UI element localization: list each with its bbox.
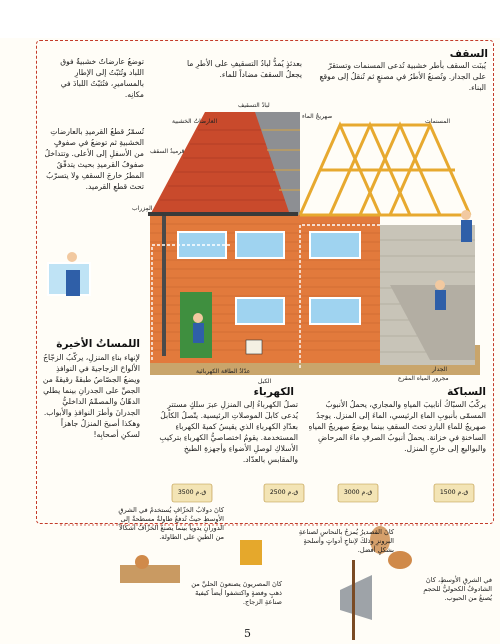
window-5 — [310, 298, 360, 324]
electric-meter — [246, 340, 262, 354]
plumbing-text: يركّبُ السبّاكُ أنابيبَ المياهِ والمجاري، يحملُ الأنبوبُ المسمّى بأنبوبِ الماءِ الرئيسي، الماءَ إلى المنزل. يوجدُ صهريجُ للماءِ الباردِ تحتَ السقفِ بينما يوضعُ صهريجُ المياهِ الساخنةِ في خزانة. يحملُ أنبوبُ الصرفِ ماءَ المرحاضِ والبواليعِ إلى خارجِ المنزل. — [308, 400, 486, 453]
label-felt: لبادُ التسقيف — [238, 102, 270, 109]
downpipe — [162, 216, 166, 356]
roof-heading: السقف — [449, 48, 488, 60]
label-battens: العارضاتُ الخشبية — [172, 118, 218, 125]
finishing-text: لإنهاء بناءِ المنزلِ، يركّبُ الزجّاجُ الألواحَ الزجاجيةَ في النوافذِ ويضعُ الجصّاصُ طبقةً رقيقةً من الجصِّ على الجدرانِ بينما يطلي الدهّانُ والمصمِّمُ الداخليُّ الجدرانَ وأطرَ النوافذِ والأبواب. وهكذا أصبحَ المنزلُ جاهزاً لسكنِ أصحابِه! — [42, 353, 140, 439]
label-meter: عدّادُ الطاقة الكهربائية — [196, 368, 251, 375]
label-cable: الكبل — [258, 378, 272, 385]
timeline-caption-3: كانَ المصريونَ يصنعونَ الحليَّ من ذهبٍ وفضةٍ واكتشفوا أيضاً كيفيةَ صناعةِ الزجاج. — [191, 580, 282, 606]
roof-trusses — [300, 125, 470, 215]
window-4 — [236, 298, 284, 324]
page-number: 5 — [244, 627, 251, 640]
label-tank: صهريجُ الماء — [302, 113, 333, 120]
electric-heading: الكهرباء — [253, 386, 294, 398]
timeline-caption-4: كانَ دولابُ الخزّافِ يُستخدمُ في الشرقِ الأوسطِ حيثُ تُدفعُ طاولةٌ مسطحةٌ إلى الدورانِ يدوياً بينما يصنعُ الخزّافُ أشكالاً من الطينِ على الطاولة. — [118, 506, 224, 541]
date-label-2: 3000 ق.م — [343, 489, 373, 496]
date-label-3: 2500 ق.م — [269, 489, 299, 496]
label-drain: مجرور المياه المقرع — [398, 375, 449, 382]
timeline-caption-2: كانَ القصديرُ يُمزجُ بالنحاسِ لصناعةِ البرونزِ وذلكَ لإنتاجِ أدواتٍ وأسلحةٍ بشكلٍ أفضل. — [298, 528, 394, 554]
electric-text: تصلُ الكهرباءُ إلى المنزلِ عبرَ سلكٍ مستترٍ يُدعى كابلَ الموصلاتِ الرئيسية. يتّصلُ الكابلُ بعدّادِ الكهرباءِ الذي يقيسُ كميةَ الكهرباءِ المستخدمة. يقومُ اختصاصيُّ الكهرباءِ بتركيبِ الأسلاكِ لوصلِ الأضواءِ وأجهزةِ الطبخِ والمقابسِ بالعدّاد. — [159, 400, 298, 464]
window-3 — [310, 232, 360, 258]
finishing-heading: اللمساتُ الأخيرة — [56, 338, 140, 350]
timeline-caption-1: في الشرقِ الأوسطِ، كانَ الشادوفُ الكحوليُّ للحجمِ يُصنعُ من الحبوب. — [423, 576, 492, 602]
label-wall: الجدار — [432, 366, 448, 373]
window-2 — [236, 232, 284, 258]
roof-upper-text: بعدئذٍ يُمدُّ لبادُ التسقيفِ على الأطرِ ما يجعلُ السقفَ مضاداً للماء. — [186, 59, 302, 79]
label-trusses: المسنمات — [425, 118, 451, 125]
roof-text: يُبنَت السقف بأطر خشبية تُدعى المسنمات وتستقرّ على الجدار. وتُصنعُ الأطرُ في مصنعٍ ثم تُنقلُ إلى موقعِ البناء. — [319, 61, 486, 92]
battens-text: توضعُ عارضاتٌ خشبيةٌ فوق اللباد وتُثبّتُ إلى الإطارِ بالمساميرِ، فتُثبّتُ اللبادَ في مكانِه. — [60, 57, 144, 99]
gutter — [148, 212, 298, 216]
label-tiles: قرميدُ السقف — [150, 148, 185, 155]
plumbing-heading: السباكة — [447, 386, 486, 398]
date-label-4: 3500 ق.م — [177, 489, 207, 496]
date-label-1: 1500 ق.م — [439, 489, 469, 496]
tiles-text: تُسمّرُ قطعُ القرميدِ بالعارضاتِ الخشبيةِ ثم توضعُ في صفوفٍ من الأسفلِ إلى الأعلى. وتتداخلُ صفوفُ القرميدِ بحيث يتدفّقُ المطرُ خارجَ السقفِ ولا يتسرّبُ تحتَ قطعِ القرميد. — [44, 127, 144, 191]
label-gutter: المِزراب — [132, 205, 153, 212]
